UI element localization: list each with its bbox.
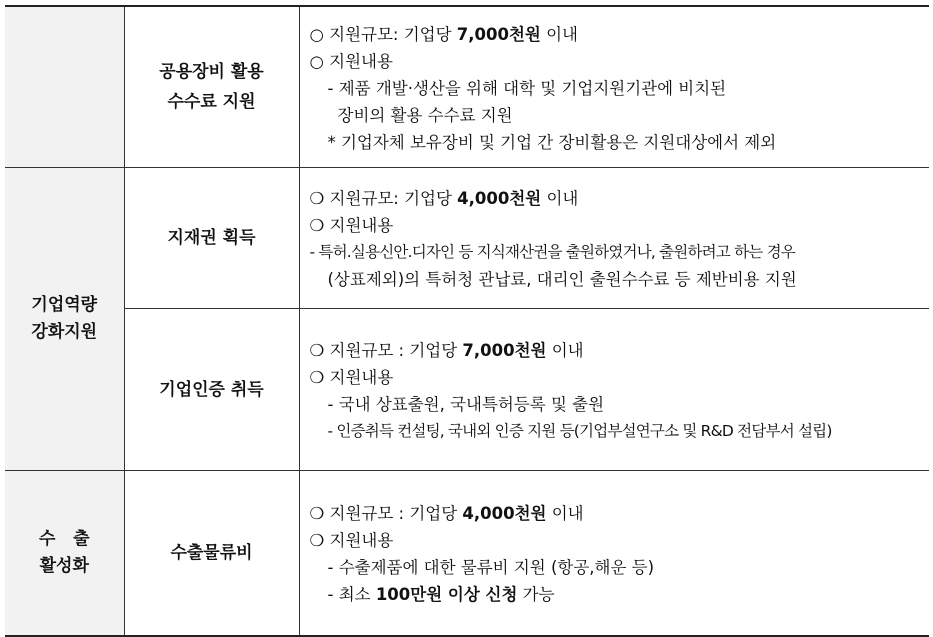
detail-line: - 인증취득 컨설팅, 국내외 인증 지원 등(기업부설연구소 및 R&D 전담부서 설립): [327, 421, 832, 440]
bullet-ring-icon: ❍: [309, 340, 330, 360]
item-name-line: 공용장비 활용: [159, 62, 264, 82]
item-name: 기업인증 취득: [159, 379, 264, 400]
category-name-line: 강화지원: [31, 322, 98, 342]
category-cell: [5, 168, 124, 471]
category-cell-empty: [5, 6, 124, 168]
support-content-label: ❍ 지원내용: [309, 367, 394, 387]
bullet-circle-icon: ○: [309, 24, 330, 44]
item-cell: [124, 6, 299, 168]
detail-suffix: 가능: [517, 585, 555, 604]
support-content-label: ❍ 지원내용: [309, 531, 394, 550]
detail-line: 장비의 활용 수수료 지원: [337, 105, 513, 125]
detail-line: (상표제외)의 특허청 관납료, 대리인 출원수수료 등 제반비용 지원: [327, 270, 797, 289]
bullet-ring-icon: ❍: [309, 504, 330, 523]
support-content-label: ❍ 지원내용: [309, 216, 394, 235]
scale-label: 지원규모: 기업당: [329, 24, 457, 44]
category-name-line: 수 출: [38, 529, 90, 549]
detail-cell: [299, 309, 929, 471]
scale-suffix: 이내: [546, 340, 584, 360]
scale-label: 지원규모 : 기업당: [329, 340, 463, 360]
support-scale-line: [310, 185, 930, 212]
minimum-amount: 100만원 이상 신청: [375, 585, 518, 604]
scale-amount: 4,000천원: [462, 504, 547, 523]
category-name-line: 기업역량: [31, 295, 98, 315]
scale-amount: 7,000천원: [462, 340, 547, 360]
scale-label: 지원규모: 기업당: [329, 189, 458, 208]
detail-line: - 특허.실용신안.디자인 등 지식재산권을 출원하였거나, 출원하려고 하는 경우: [309, 243, 795, 261]
detail-line: - 수출제품에 대한 물류비 지원 (항공,해운 등): [327, 558, 655, 577]
support-scale-line: [310, 337, 930, 364]
support-scale-line: [310, 500, 930, 527]
bullet-ring-icon: ❍: [309, 189, 330, 208]
scale-label: 지원규모 : 기업당: [329, 504, 463, 523]
table-row: [5, 471, 929, 637]
item-cell: [124, 471, 299, 637]
detail-line: [310, 581, 930, 608]
table-row: [5, 168, 929, 309]
scale-amount: 7,000천원: [456, 24, 541, 44]
detail-cell: [299, 471, 929, 637]
item-name: 지재권 획득: [167, 228, 256, 248]
note-line: * 기업자체 보유장비 및 기업 간 장비활용은 지원대상에서 제외: [327, 132, 777, 152]
scale-suffix: 이내: [541, 189, 579, 208]
detail-line: - 국내 상표출원, 국내특허등록 및 출원: [327, 394, 605, 414]
category-name-line: 활성화: [39, 556, 89, 576]
support-content-label: ○ 지원내용: [309, 51, 393, 71]
table-row: [5, 309, 929, 471]
scale-amount: 4,000천원: [457, 189, 542, 208]
detail-line: - 제품 개발·생산을 위해 대학 및 기업지원기관에 비치된: [327, 78, 727, 98]
detail-cell: [299, 168, 929, 309]
scale-suffix: 이내: [546, 504, 584, 523]
item-name-line: 수수료 지원: [167, 92, 256, 112]
detail-prefix: - 최소: [327, 585, 376, 604]
item-cell: [124, 168, 299, 309]
detail-cell: [299, 6, 929, 168]
category-cell: [5, 471, 124, 637]
support-scale-line: [310, 21, 930, 48]
scale-suffix: 이내: [540, 24, 578, 44]
support-program-table: [5, 5, 929, 637]
table-row: [5, 6, 929, 168]
item-name: 수출물류비: [170, 543, 253, 563]
item-cell: [124, 309, 299, 471]
